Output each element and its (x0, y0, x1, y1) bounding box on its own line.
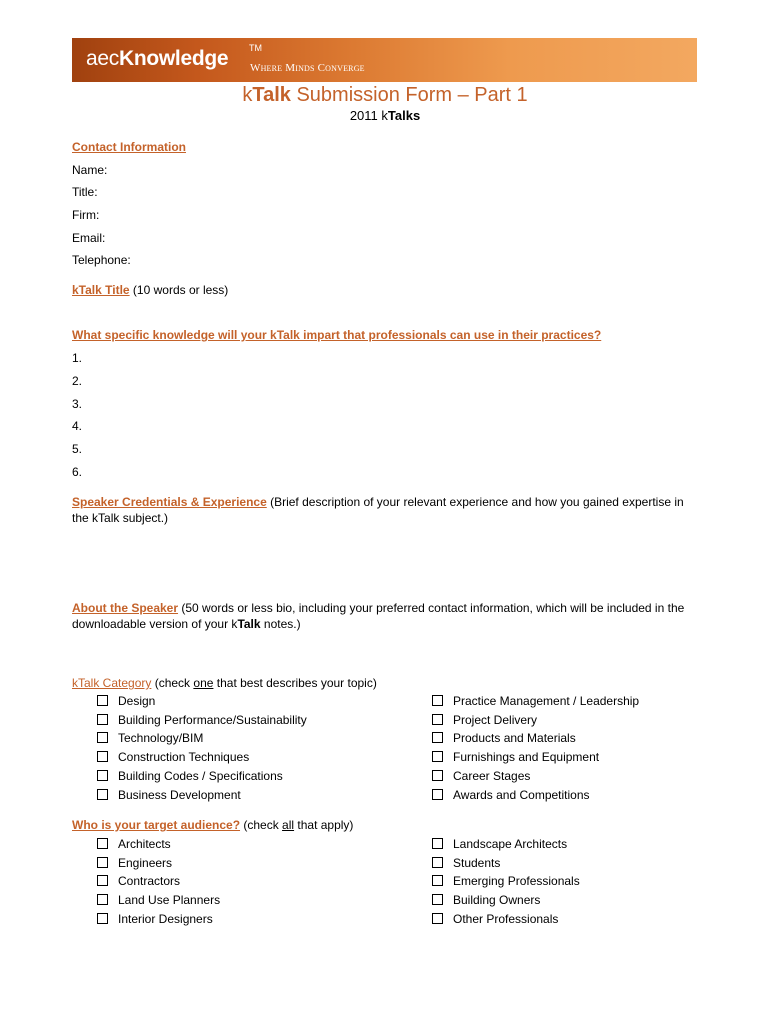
checkbox-label: Design (118, 694, 156, 708)
contact-heading: Contact Information (72, 140, 186, 154)
category-checkbox-item[interactable] (432, 788, 590, 803)
checkbox-icon[interactable] (432, 857, 443, 868)
audience-checkbox-item[interactable] (432, 856, 500, 871)
title-field-label: Title: (72, 185, 98, 199)
category-checkbox-item[interactable] (97, 788, 241, 803)
checkbox-icon[interactable] (432, 732, 443, 743)
category-checkbox-item[interactable] (432, 769, 530, 784)
checkbox-label: Building Owners (453, 893, 541, 907)
credentials-heading: Speaker Credentials & Experience (72, 495, 267, 509)
about-note-end: notes.) (260, 617, 301, 631)
checkbox-icon[interactable] (97, 751, 108, 762)
knowledge-item: 1. (72, 351, 83, 365)
knowledge-item: 4. (72, 419, 83, 433)
checkbox-icon[interactable] (432, 913, 443, 924)
checkbox-label: Students (453, 856, 501, 870)
category-checkbox-item[interactable] (432, 694, 639, 709)
audience-checkbox-item[interactable] (432, 874, 580, 889)
category-checkbox-item[interactable] (97, 713, 307, 728)
checkbox-icon[interactable] (97, 857, 108, 868)
category-checkbox-item[interactable] (432, 731, 576, 746)
audience-checkbox-item[interactable] (432, 912, 558, 927)
checkbox-label: Products and Materials (453, 731, 576, 745)
checkbox-icon[interactable] (97, 875, 108, 886)
audience-checkbox-item[interactable] (97, 893, 220, 908)
checkbox-icon[interactable] (97, 913, 108, 924)
knowledge-item: 2. (72, 374, 83, 388)
ktalk-title-note: (10 words or less) (129, 283, 229, 297)
audience-checkbox-item[interactable] (97, 856, 172, 871)
ktalk-title-section (72, 283, 228, 298)
checkbox-label: Other Professionals (453, 912, 559, 926)
checkbox-icon[interactable] (432, 770, 443, 781)
checkbox-icon[interactable] (432, 751, 443, 762)
checkbox-icon[interactable] (97, 770, 108, 781)
credentials-note: (Brief description of your relevant experience and how you gained expertise in the kTalk subject.) (72, 495, 684, 525)
category-section (72, 676, 377, 691)
category-heading: kTalk Category (72, 676, 152, 690)
name-field-label: Name: (72, 163, 108, 177)
checkbox-icon[interactable] (432, 789, 443, 800)
checkbox-label: Business Development (118, 788, 241, 802)
category-note-emphasis: one (193, 676, 214, 690)
about-note: (50 words or less bio, including your preferred contact information, which will be included in the downloadable version of your k (72, 601, 685, 631)
credentials-section (72, 494, 702, 526)
category-checkbox-item[interactable] (97, 694, 155, 709)
checkbox-label: Technology/BIM (118, 731, 204, 745)
tagline: Where Minds Converge (250, 62, 365, 74)
checkbox-label: Practice Management / Leadership (453, 694, 640, 708)
page-title: kTalk Submission Form – Part 1 (242, 84, 528, 106)
about-heading: About the Speaker (72, 601, 179, 615)
checkbox-label: Architects (118, 837, 171, 851)
checkbox-label: Construction Techniques (118, 750, 250, 764)
checkbox-label: Contractors (118, 874, 181, 888)
knowledge-heading: What specific knowledge will your kTalk impart that professionals can use in their practices? (72, 328, 602, 342)
telephone-field-label: Telephone: (72, 253, 131, 267)
category-checkbox-item[interactable] (97, 750, 249, 765)
checkbox-label: Engineers (118, 856, 173, 870)
checkbox-label: Career Stages (453, 769, 531, 783)
audience-checkbox-item[interactable] (97, 874, 180, 889)
checkbox-icon[interactable] (432, 838, 443, 849)
checkbox-label: Building Performance/Sustainability (118, 713, 307, 727)
category-note: (check (151, 676, 194, 690)
category-checkbox-item[interactable] (432, 713, 537, 728)
category-note-end: that best describes your topic) (213, 676, 377, 690)
checkbox-label: Awards and Competitions (453, 788, 590, 802)
checkbox-icon[interactable] (432, 695, 443, 706)
header-banner (72, 38, 697, 82)
audience-checkbox-item[interactable] (432, 837, 567, 852)
checkbox-label: Building Codes / Specifications (118, 769, 283, 783)
knowledge-item: 3. (72, 397, 83, 411)
category-checkbox-item[interactable] (97, 769, 283, 784)
checkbox-icon[interactable] (97, 714, 108, 725)
audience-note: (check (240, 818, 283, 832)
checkbox-icon[interactable] (432, 714, 443, 725)
audience-checkbox-item[interactable] (97, 912, 213, 927)
knowledge-item: 5. (72, 442, 83, 456)
ktalk-title-heading: kTalk Title (72, 283, 130, 297)
audience-section (72, 818, 353, 833)
audience-checkbox-item[interactable] (97, 837, 171, 852)
checkbox-label: Interior Designers (118, 912, 213, 926)
firm-field-label: Firm: (72, 208, 100, 222)
audience-note-emphasis: all (282, 818, 295, 832)
checkbox-icon[interactable] (97, 894, 108, 905)
checkbox-label: Emerging Professionals (453, 874, 580, 888)
trademark: TM (249, 43, 262, 53)
checkbox-icon[interactable] (97, 695, 108, 706)
audience-checkbox-item[interactable] (432, 893, 540, 908)
checkbox-label: Project Delivery (453, 713, 538, 727)
page-subtitle: 2011 kTalks (349, 108, 421, 123)
audience-heading: Who is your target audience? (72, 818, 241, 832)
checkbox-icon[interactable] (97, 789, 108, 800)
category-checkbox-item[interactable] (432, 750, 599, 765)
checkbox-icon[interactable] (432, 894, 443, 905)
checkbox-label: Landscape Architects (453, 837, 568, 851)
checkbox-icon[interactable] (97, 838, 108, 849)
email-field-label: Email: (72, 231, 106, 245)
about-note-bold: Talk (237, 617, 261, 631)
audience-note-end: that apply) (294, 818, 354, 832)
knowledge-item: 6. (72, 465, 83, 479)
logo: aecKnowledge (86, 47, 229, 70)
checkbox-icon[interactable] (97, 732, 108, 743)
checkbox-label: Furnishings and Equipment (453, 750, 600, 764)
checkbox-icon[interactable] (432, 875, 443, 886)
checkbox-label: Land Use Planners (118, 893, 221, 907)
about-section (72, 600, 697, 632)
category-checkbox-item[interactable] (97, 731, 203, 746)
